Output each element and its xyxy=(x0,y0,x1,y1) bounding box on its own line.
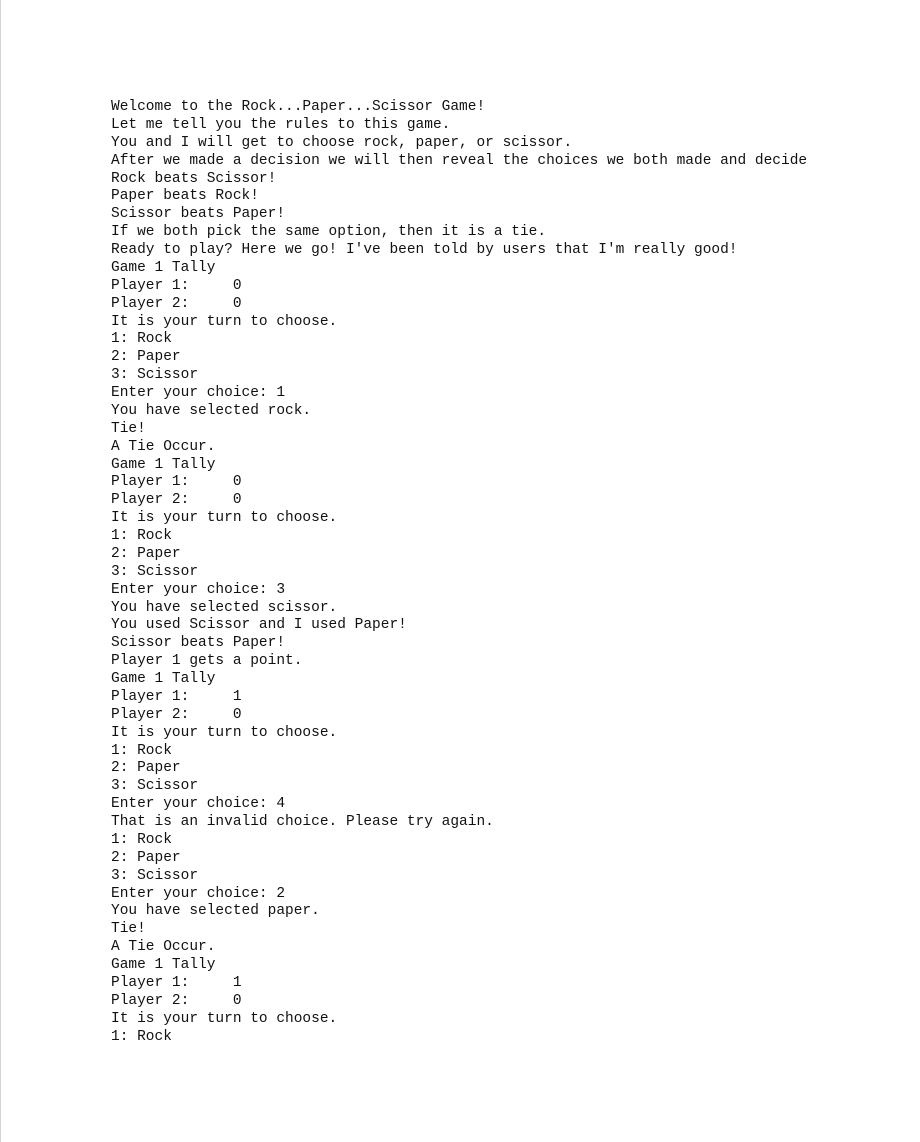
menu-option-paper: 2: Paper xyxy=(111,349,181,366)
selection-message: You have selected paper. xyxy=(111,903,320,920)
selection-message: You have selected rock. xyxy=(111,402,312,419)
menu-option-rock: 1: Rock xyxy=(111,742,172,759)
line-welcome: Welcome to the Rock...Paper...Scissor Game! xyxy=(111,99,486,115)
turn-prompt: It is your turn to choose. xyxy=(111,1010,338,1027)
tie-message: A Tie Occur. xyxy=(111,939,216,956)
tally-player-2: Player 2: 0 xyxy=(111,706,242,723)
invalid-choice-message: That is an invalid choice. Please try again. xyxy=(111,814,494,830)
reveal-message: You used Scissor and I used Paper! xyxy=(111,617,407,634)
menu-option-paper: 2: Paper xyxy=(111,545,181,562)
choice-entry: Enter your choice: 3 xyxy=(111,581,286,598)
tally-player-1: Player 1: 1 xyxy=(111,688,242,705)
page-left-border xyxy=(0,0,1,1142)
result-message: Scissor beats Paper! xyxy=(111,635,286,652)
result-message: Tie! xyxy=(111,420,146,437)
console-output xyxy=(111,99,891,1046)
tally-player-1: Player 1: 1 xyxy=(111,974,242,991)
menu-option-scissor: 3: Scissor xyxy=(111,563,199,580)
menu-option-scissor: 3: Scissor xyxy=(111,778,199,795)
line-rules-intro: Let me tell you the rules to this game. xyxy=(111,116,451,133)
menu-option-scissor: 3: Scissor xyxy=(111,867,199,884)
line-ready: Ready to play? Here we go! I've been told by users that I'm really good! xyxy=(111,242,738,258)
result-message: Tie! xyxy=(111,921,146,938)
choice-entry: Enter your choice: 1 xyxy=(111,385,286,401)
line-reveal-decide: After we made a decision we will then reveal the choices we both made and decide xyxy=(111,152,808,169)
selection-message: You have selected scissor. xyxy=(111,599,338,616)
tally-player-1: Player 1: 0 xyxy=(111,277,242,294)
tally-heading: Game 1 Tally xyxy=(111,259,216,276)
tally-player-2: Player 2: 0 xyxy=(111,295,242,312)
tally-heading: Game 1 Tally xyxy=(111,957,216,973)
menu-option-paper: 2: Paper xyxy=(111,849,181,866)
turn-prompt: It is your turn to choose. xyxy=(111,724,338,741)
point-message: Player 1 gets a point. xyxy=(111,653,303,670)
menu-option-scissor: 3: Scissor xyxy=(111,367,199,384)
turn-prompt: It is your turn to choose. xyxy=(111,313,338,330)
line-rule-tie: If we both pick the same option, then it is a tie. xyxy=(111,224,547,241)
tally-player-1: Player 1: 0 xyxy=(111,474,242,491)
line-rule-scissor: Scissor beats Paper! xyxy=(111,206,286,223)
tie-message: A Tie Occur. xyxy=(111,438,216,455)
menu-option-rock: 1: Rock xyxy=(111,831,172,848)
choice-entry: Enter your choice: 4 xyxy=(111,796,286,813)
line-rule-rock: Rock beats Scissor! xyxy=(111,170,277,187)
line-choose-intro: You and I will get to choose rock, paper, or scissor. xyxy=(111,134,573,151)
turn-prompt: It is your turn to choose. xyxy=(111,510,338,527)
tally-player-2: Player 2: 0 xyxy=(111,492,242,509)
menu-option-paper: 2: Paper xyxy=(111,760,181,777)
line-rule-paper: Paper beats Rock! xyxy=(111,188,259,205)
choice-entry: Enter your choice: 2 xyxy=(111,885,286,902)
tally-player-2: Player 2: 0 xyxy=(111,992,242,1009)
tally-heading: Game 1 Tally xyxy=(111,671,216,687)
menu-option-rock: 1: Rock xyxy=(111,1028,172,1045)
tally-heading: Game 1 Tally xyxy=(111,456,216,473)
menu-option-rock: 1: Rock xyxy=(111,331,172,348)
menu-option-rock: 1: Rock xyxy=(111,528,172,544)
